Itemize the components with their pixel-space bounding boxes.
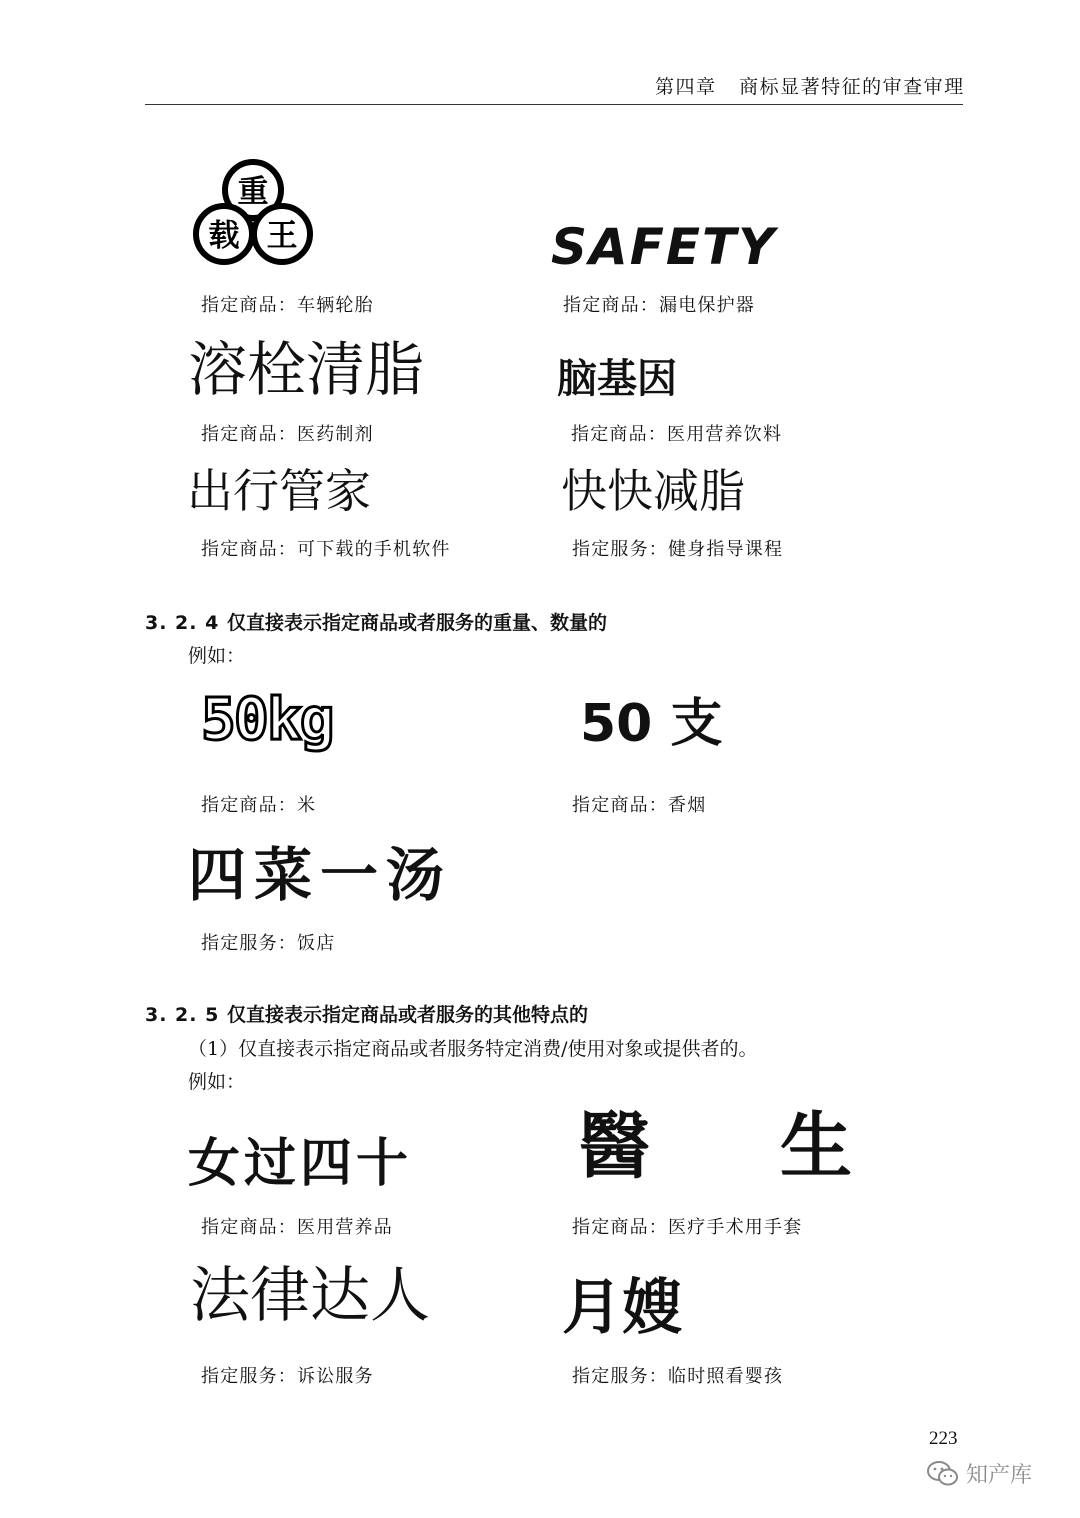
trademark-kuaikuaijianzhi: 快快减脂 — [561, 464, 745, 518]
caption-5: 指定商品：可下载的手机软件 — [201, 539, 451, 560]
watermark — [926, 1458, 1032, 1489]
section-heading-324 — [145, 608, 607, 635]
chapter-label: 第四章 — [655, 76, 717, 98]
trademark-50zhi: 50 支 — [580, 694, 723, 754]
header-rule — [145, 104, 963, 105]
example-label: 例如： — [188, 1071, 246, 1093]
example-label: 例如： — [188, 645, 246, 667]
caption-7: 指定商品：米 — [201, 795, 317, 816]
logo-char-left: 载 — [208, 218, 240, 254]
trademark-nvguosishi: 女过四十 — [188, 1133, 413, 1194]
trademark-rongshuanqingzhi: 溶栓清脂 — [188, 335, 425, 404]
trademark-safety: SAFETY — [551, 218, 777, 276]
section-number: 3. 2. 5 — [145, 1004, 220, 1026]
watermark-text: 知产库 — [966, 1463, 1033, 1488]
caption-9: 指定服务：饭店 — [201, 933, 336, 954]
section-paragraph: （1）仅直接表示指定商品或者服务特定消费/使用对象或提供者的。 — [188, 1038, 758, 1060]
section-heading-325 — [145, 1000, 588, 1027]
logo-char-top: 重 — [237, 174, 269, 210]
page-number: 223 — [929, 1428, 958, 1449]
trademark-yi: 醫 — [578, 1104, 651, 1188]
trademark-50kg: 50kg — [201, 685, 333, 753]
caption-2: 指定商品：漏电保护器 — [563, 295, 755, 316]
caption-1: 指定商品：车辆轮胎 — [201, 295, 374, 316]
trademark-falvdaren: 法律达人 — [190, 1261, 430, 1331]
section-title: 仅直接表示指定商品或者服务的重量、数量的 — [227, 612, 608, 634]
trademark-sheng: 生 — [780, 1104, 853, 1188]
logo-char-right: 王 — [266, 218, 298, 254]
caption-8: 指定商品：香烟 — [572, 795, 707, 816]
running-header — [655, 72, 965, 99]
wechat-icon — [926, 1460, 960, 1488]
trademark-yuesao: 月嫂 — [562, 1273, 682, 1343]
caption-12: 指定服务：诉讼服务 — [201, 1366, 374, 1387]
three-circles-logo — [190, 156, 316, 268]
caption-4: 指定商品：医用营养饮料 — [571, 424, 783, 445]
caption-11: 指定商品：医疗手术用手套 — [572, 1217, 803, 1238]
caption-10: 指定商品：医用营养品 — [201, 1217, 393, 1238]
trademark-chuxingguanjia: 出行管家 — [187, 464, 371, 518]
trademark-logo-zhongzaiwang — [190, 156, 316, 268]
caption-13: 指定服务：临时照看婴孩 — [572, 1366, 784, 1387]
caption-6: 指定服务：健身指导课程 — [572, 539, 784, 560]
chapter-title: 商标显著特征的审查审理 — [739, 76, 965, 98]
section-number: 3. 2. 4 — [145, 612, 220, 634]
caption-3: 指定商品：医药制剂 — [201, 424, 374, 445]
section-title: 仅直接表示指定商品或者服务的其他特点的 — [227, 1004, 589, 1026]
trademark-sicaiyitang: 四菜一汤 — [188, 841, 453, 909]
trademark-naojiyin: 脑基因 — [557, 356, 677, 402]
